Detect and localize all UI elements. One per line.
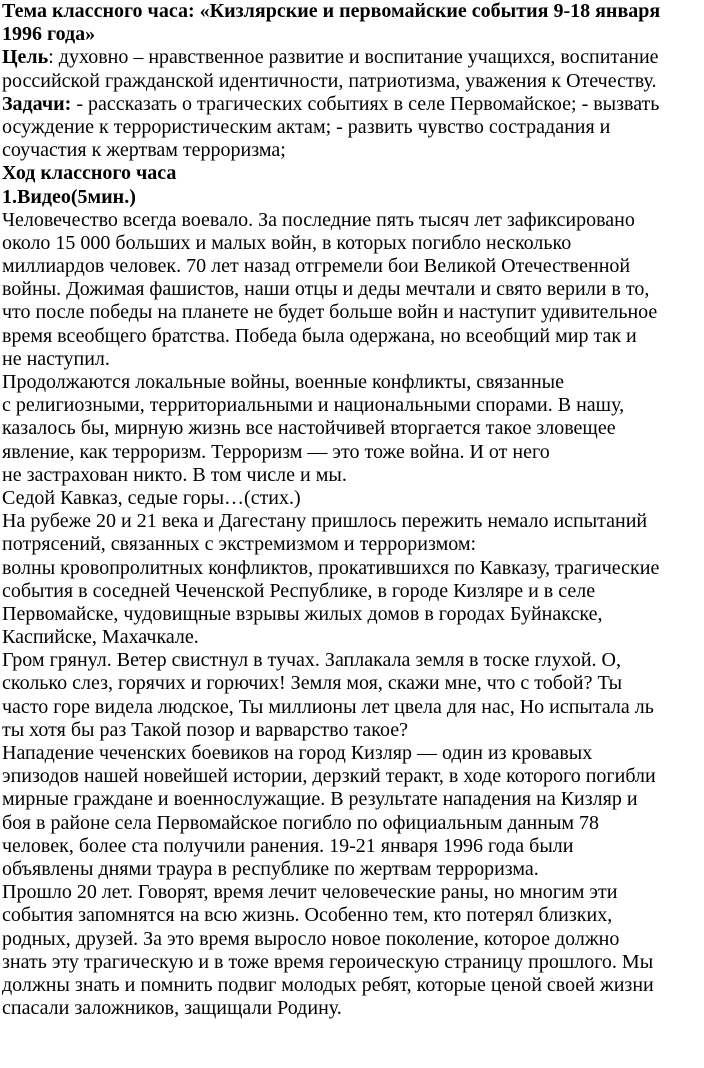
- body-line: мирные граждане и военнослужащие. В результате нападения на Кизляр и: [2, 788, 638, 811]
- body-line: спасали заложников, защищали Родину.: [2, 997, 342, 1020]
- title-text-part-2: 1996 года»: [2, 23, 96, 46]
- body-line: войны. Дожимая фашистов, наши отцы и деды мечтали и свято верили в то,: [2, 278, 650, 301]
- body-line: сколько слез, горячих и горючих! Земля моя, скажи мне, что с тобой? Ты: [2, 672, 623, 695]
- body-line: знать эту трагическую и в тоже время героическую страницу прошлого. Мы: [2, 950, 654, 973]
- goal-label: Цель: [2, 46, 49, 69]
- goal-text-part-1: : духовно – нравственное развитие и воспитание учащихся, воспитание: [48, 46, 659, 69]
- tasks-line-3: [2, 139, 700, 162]
- body-line: объявлены днями траура в республике по жертвам терроризма.: [2, 857, 539, 880]
- tasks-text-part-1: - рассказать о трагических событиях в селе Первомайское; - вызвать: [71, 92, 660, 115]
- body-line: время всеобщего братства. Победа была одержана, но всеобщий мир так и: [2, 324, 637, 347]
- goal-line-2: [2, 70, 700, 93]
- body-line: должны знать и помнить подвиг молодых ребят, которые ценой своей жизни: [2, 973, 654, 996]
- body-line: часто горе видела людское, Ты миллионы лет цвела для нас, Но испытала ль: [2, 695, 654, 718]
- body-line: что после победы на планете не будет больше войн и наступит удивительное: [2, 301, 658, 324]
- goal-text-part-2: российской гражданской идентичности, патриотизма, уважения к Отечеству.: [2, 69, 657, 92]
- body-line: потрясений, связанных с экстремизмом и терроризмом:: [2, 533, 477, 556]
- body-line: Человечество всегда воевало. За последние пять тысяч лет зафиксировано: [2, 208, 635, 231]
- body-line: эпизодов нашей новейшей истории, дерзкий теракт, в ходе которого погибли: [2, 765, 656, 788]
- title-label: Тема классного часа:: [2, 0, 195, 22]
- body-line: Гром грянул. Ветер свистнул в тучах. Заплакала земля в тоске глухой. О,: [2, 649, 621, 672]
- body-line: родных, друзей. За это время выросло новое поколение, которое должно: [2, 927, 620, 950]
- body-line: с религиозными, территориальными и национальными спорами. В нашу,: [2, 394, 625, 417]
- body-line: события запомнятся на всю жизнь. Особенно тем, кто потерял близких,: [2, 904, 613, 927]
- body-line: человек, более ста получили ранения. 19-21 января 1996 года были: [2, 834, 574, 857]
- body-line: казалось бы, мирную жизнь все настойчивей вторгается такое зловещее: [2, 417, 616, 440]
- tasks-line-1: [2, 93, 700, 116]
- title-line-1: [2, 0, 700, 23]
- title-text-part-1: «Кизлярские и первомайские события 9-18 января: [199, 0, 661, 22]
- body-line: не наступил.: [2, 347, 110, 370]
- body-line: На рубеже 20 и 21 века и Дагестану пришлось пережить немало испытаний: [2, 510, 648, 533]
- body-line: боя в районе села Первомайское погибло по официальным данным 78: [2, 811, 600, 834]
- body-line: явление, как терроризм. Терроризм — это тоже война. И от него: [2, 440, 550, 463]
- body-line: ты хотя бы раз Такой позор и варварство такое?: [2, 718, 409, 741]
- step-heading: 1.Видео(5мин.): [2, 185, 136, 208]
- tasks-text-part-2: осуждение к террористическим актам; - развить чувство сострадания и: [2, 115, 611, 138]
- body-line: Продолжаются локальные войны, военные конфликты, связанные: [2, 371, 564, 393]
- tasks-label: Задачи:: [2, 92, 72, 115]
- body-line: Прошло 20 лет. Говорят, время лечит человеческие раны, но многим эти: [2, 881, 618, 904]
- body-line: не застрахован никто. В том числе и мы.: [2, 463, 347, 486]
- body-line: Первомайске, чудовищные взрывы жилых домов в городах Буйнакске,: [2, 602, 603, 625]
- body-line: Нападение чеченских боевиков на город Кизляр — один из кровавых: [2, 742, 593, 764]
- body-line: миллиардов человек. 70 лет назад отгремели бои Великой Отечественной: [2, 255, 631, 278]
- tasks-text-part-3: соучастия к жертвам терроризма;: [2, 139, 286, 162]
- body-line: события в соседней Чеченской Республике, в городе Кизляре и в селе: [2, 579, 596, 602]
- goal-line-1: [2, 46, 700, 69]
- body-line: Каспийске, Махачкале.: [2, 626, 199, 649]
- body-line: около 15 000 больших и малых войн, в которых погибло несколько: [2, 231, 572, 254]
- body-line: волны кровопролитных конфликтов, прокатившихся по Кавказу, трагические: [2, 556, 660, 579]
- tasks-line-2: [2, 116, 700, 139]
- title-line-2: [2, 23, 700, 46]
- section-heading: Ход классного часа: [2, 162, 177, 185]
- body-line: Седой Кавказ, седые горы…(стих.): [2, 486, 301, 509]
